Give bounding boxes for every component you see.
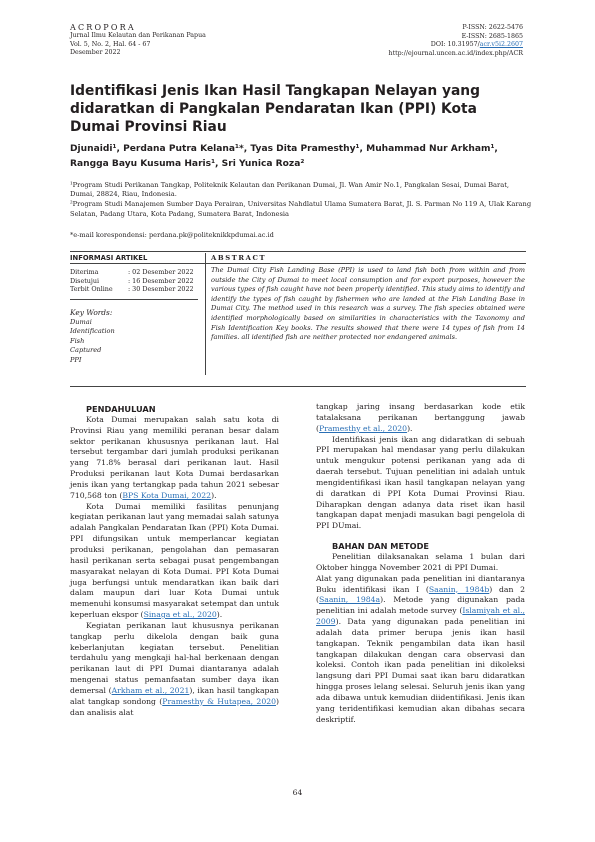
paragraph: Kota Dumai merupakan salah satu kota di Provinsi Riau yang memiliki peranan besar dalam sektor perikanan khususnya perikanan laut. Hal tersebut tergambar dari jumlah produksi perikanan yang 71.8% berasal dari perikanan laut. Hasil Produksi perikanan laut Kota Dumai berdasarkan jenis ikan yang tertangkap pada tahun 2021 sebesar 710,568 ton (BPS Kota Dumai, 2022).: [70, 414, 279, 500]
authors-line-1: Djunaidi¹, Perdana Putra Kelana¹*, Tyas Dita Pramesthy¹, Muhammad Nur Arkham¹,: [70, 144, 498, 154]
citation-link[interactable]: Pramesthy & Hutapea, 2020: [162, 696, 276, 706]
date-published: Terbit Online : 30 Desember 2022: [70, 285, 194, 294]
right-column: [316, 402, 525, 725]
paragraph: Kegiatan perikanan laut khususnya perikanan tangkap perlu dikelola dengan baik guna keberlanjutan kegiatan tersebut. Penelitian terdahulu yang mengkaji hal-hal berkenaan dengan perikanan laut di PPI Dumai diantaranya adalah mengenai status pemanfaatan sumber daya ikan demersal (Arkham et al., 2021), ikan hasil tangkapan alat tangkap sondong (Pramesthy & Hutapea, 2020) dan analisis alat: [70, 620, 279, 717]
journal-date: Desember 2022: [70, 49, 121, 57]
divider-bottom: [70, 386, 526, 387]
paper-title: Identifikasi Jenis Ikan Hasil Tangkapan Nelayan yang didaratkan di Pangkalan Pendaratan Ikan (PPI) Kota Dumai Provinsi Riau: [70, 83, 480, 136]
divider-vertical: [205, 253, 206, 375]
affiliation-1: ¹Program Studi Perikanan Tangkap, Politeknik Kelautan dan Perikanan Dumai, Jl. Wan Amir No.1, Pangkalan Sesai, Dumai Barat, Dumai, 28824, Riau, Indonesia.: [70, 181, 510, 199]
abstract-text: The Dumai City Fish Landing Base (PPI) is used to land fish both from within and from outside the City of Dumai to meet local consumption and for export purposes, however the various types of fish caught have not been properly identified. This study aims to identify and identify the types of fish caught by fishermen who are landed at the Fish Landing Base in Dumai City. The method used in this research was a survey. The fish species obtained were identified morphologically based on similarities in characteristics with the Taxonomy and Fish Identification Key books. The results showed that there were 14 types of fish from 14 families. all identified fish are neither protected nor endangered animals.: [211, 266, 525, 342]
paragraph: Alat yang digunakan pada penelitian ini diantaranya Buku identifikasi ikan I (Saanin, 1984b) dan 2 (Saanin, 1984a). Metode yang digunakan pada penelitian ini adalah metode survey (Islamiyah et al., 2009). Data yang digunakan pada penelitian ini adalah data primer berupa jenis ikan hasil tangkapan. Teknik pengambilan data ikan hasil tangkapan dilakukan dengan cara observasi dan koleksi. Contoh ikan pada penelitian ini dikoleksi langsung dari PPI Dumai saat ikan baru didaratkan hingga proses lelang selesai. Seluruh jenis ikan yang ada dibawa untuk kemudian diidentifikasi. Jenis ikan yang teridentifikasi kemudian akan dibahas secara deskriptif.: [316, 573, 526, 724]
affiliation-2: ²Program Studi Manajemen Sumber Daya Perairan, Universitas Nahdlatul Ulama Sumatera Barat, Jl. S. Parman No 119 A, Ulak Karang Selatan, Padang Utara, Kota Padang, Sumatera Barat, Indonesia: [70, 200, 532, 218]
divider-top: [70, 251, 526, 252]
doi: [389, 41, 523, 50]
journal-identifiers: [389, 24, 523, 58]
abstract-heading: ABSTRACT: [211, 254, 267, 262]
article-info-heading: INFORMASI ARTIKEL: [70, 254, 148, 262]
journal-header: [70, 24, 206, 58]
citation-link[interactable]: Saanin, 1984b: [428, 584, 490, 594]
divider-dates: [70, 299, 198, 300]
date-accepted: Disetujui : 16 Desember 2022: [70, 276, 194, 285]
keywords: [70, 308, 115, 366]
affiliations: [70, 181, 532, 220]
citation-link[interactable]: Arkham et al., 2021: [111, 685, 190, 695]
paragraph: Kota Dumai memiliki fasilitas penunjang kegiatan perikanan laut yang memadai salah satunya adalah Pangkalan Pendaratan Ikan (PPI) Kota Dumai. PPI difungsikan untuk memperlancar kegiatan produksi perikanan, pengolahan dan pemasaran hasil perikanan serta sebagai pusat pengembangan masyarakat nelayan di Kota Dumai. PPI Kota Dumai juga berfungsi untuk mendaratkan ikan baik dari dalam maupun dari luar Kota Dumai untuk memenuhi konsumsi masyarakat setempat dan untuk keperluan ekspor (Sinaga et al., 2020).: [70, 501, 279, 620]
doi-link[interactable]: acr.v5i2.2607: [479, 41, 523, 49]
section-heading-pendahuluan: PENDAHULUAN: [86, 404, 156, 414]
keywords-heading: Key Words:: [70, 308, 113, 317]
citation-link[interactable]: BPS Kota Dumai, 2022: [122, 490, 212, 500]
page-number: 64: [292, 788, 303, 797]
journal-full-name: Jurnal Ilmu Kelautan dan Perikanan Papua: [70, 32, 206, 40]
doi-prefix: DOI: 10.31957/: [430, 41, 480, 49]
paragraph: Penelitian dilaksanakan selama 1 bulan dari Oktober hingga November 2021 di PPI Dumai.: [316, 551, 525, 572]
keyword: PPI: [70, 355, 82, 364]
journal-url[interactable]: http://ejournal.uncen.ac.id/index.php/ACR: [388, 49, 523, 57]
authors-line-2: Rangga Bayu Kusuma Haris¹, Sri Yunica Roza²: [70, 158, 305, 169]
paragraph: Identifikasi jenis ikan ang didaratkan di sebuah PPI merupakan hal mendasar yang perlu dilakukan untuk mengukur potensi perikanan yang ada di daerah tersebut. Tujuan penelitian ini adalah untuk mengidentifikasi ikan hasil tangkapan nelayan yang di daratkan di PPI Kota Dumai Provinsi Riau. Diharapkan dengan adanya data riset ikan hasil tangkapan dapat menjadi masukan bagi pengelola di PPI DUmai.: [316, 434, 525, 531]
left-column: [70, 404, 279, 718]
pissn: P-ISSN: 2622-5476: [462, 24, 523, 31]
author-list: [70, 142, 530, 172]
citation-link[interactable]: Sinaga et al., 2020: [143, 610, 217, 620]
eissn: E-ISSN: 2685-1865: [461, 32, 523, 40]
keyword: Dumai: [70, 317, 92, 326]
keyword: Fish: [70, 336, 85, 345]
divider-sub: [70, 263, 526, 264]
date-received: Diterima : 02 Desember 2022: [70, 268, 194, 276]
citation-link[interactable]: Saanin, 1984a: [319, 595, 381, 605]
keyword: Identification: [70, 327, 115, 336]
citation-link[interactable]: Islamiyah et al., 2009: [316, 606, 525, 627]
article-dates: [70, 268, 194, 294]
citation-link[interactable]: Pramesthy et al., 2020: [319, 423, 408, 433]
paragraph: tangkap jaring insang berdasarkan kode etik tatalaksana perikanan bertanggung jawab (Pramesthy et al., 2020).: [316, 402, 525, 433]
keyword: Captured: [70, 346, 102, 355]
journal-volume: Vol. 5, No. 2, Hal. 64 - 67: [70, 40, 151, 48]
correspondence-email: *e-mail korespondensi: perdana.pk@politeknikkpdumai.ac.id: [70, 231, 274, 239]
journal-name: ACROPORA: [70, 23, 136, 32]
section-heading-metode: BAHAN DAN METODE: [332, 541, 429, 552]
